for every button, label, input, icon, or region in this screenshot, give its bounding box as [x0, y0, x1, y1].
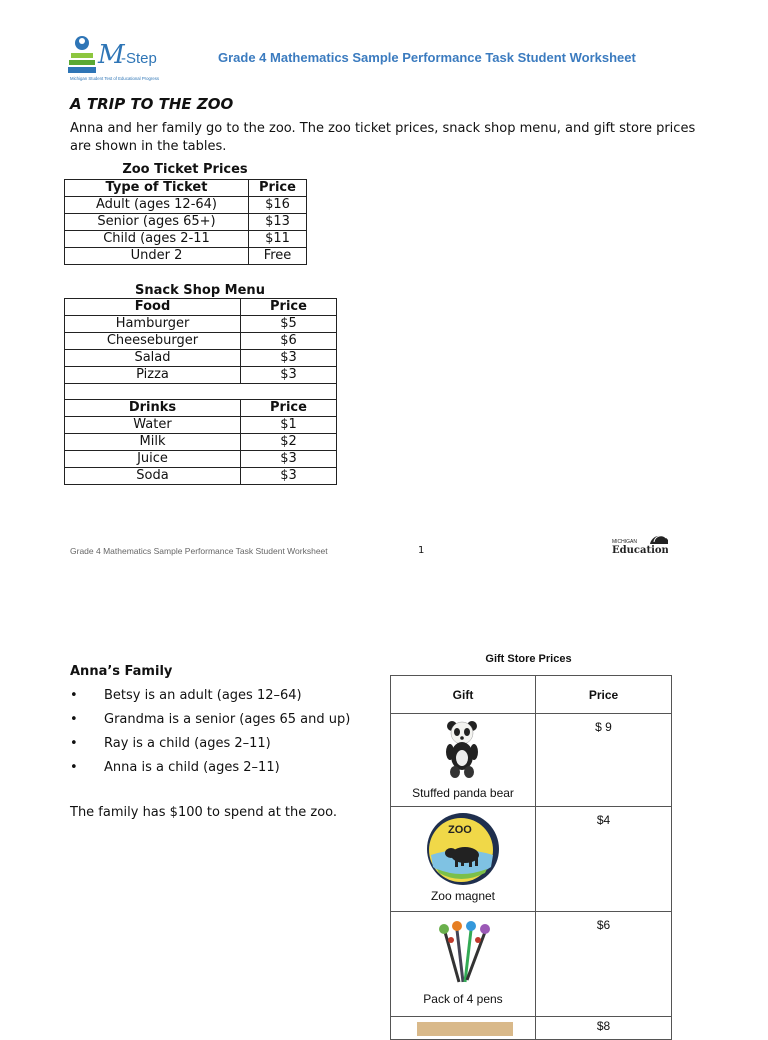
list-item: • Anna is a child (ages 2–11)	[70, 760, 280, 775]
family-member: Anna is a child (ages 2–11)	[104, 760, 280, 775]
ticket-table-caption: Zoo Ticket Prices	[122, 162, 248, 177]
drink-price: $2	[241, 434, 337, 451]
table-row	[391, 1017, 672, 1040]
gift-table-caption: Gift Store Prices	[485, 653, 572, 665]
spacer-row	[65, 384, 337, 400]
drink-price: $3	[241, 468, 337, 485]
drink-item: Juice	[65, 451, 241, 468]
food-price: $6	[241, 333, 337, 350]
budget-text: The family has $100 to spend at the zoo.	[70, 805, 338, 820]
michigan-education-logo	[612, 530, 668, 556]
page-heading: A TRIP TO THE ZOO	[70, 95, 234, 113]
table-row	[391, 912, 672, 1017]
column-header: Price	[241, 299, 337, 316]
gift-price: $8	[536, 1017, 672, 1040]
table-row	[65, 231, 307, 248]
family-heading: Anna’s Family	[70, 664, 173, 679]
footer-text: Grade 4 Mathematics Sample Performance Task Student Worksheet	[70, 546, 328, 556]
intro-paragraph: Anna and her family go to the zoo. The zoo ticket prices, snack shop menu, and gift store prices are shown in the tables.	[70, 121, 696, 154]
svg-text:-Step: -Step	[121, 50, 157, 67]
food-item: Cheeseburger	[65, 333, 241, 350]
gift-price: $4	[536, 807, 672, 912]
table-row	[65, 316, 337, 333]
family-member: Betsy is an adult (ages 12–64)	[104, 688, 302, 703]
ticket-price: $13	[249, 214, 307, 231]
food-item: Hamburger	[65, 316, 241, 333]
table-row	[65, 367, 337, 384]
drink-item: Water	[65, 417, 241, 434]
drink-price: $1	[241, 417, 337, 434]
svg-text:ZOO: ZOO	[448, 824, 472, 836]
zoo-magnet-icon	[425, 811, 501, 887]
pens-icon	[431, 918, 497, 986]
gift-item-icon	[417, 1022, 513, 1036]
table-header-row	[65, 299, 337, 316]
column-header: Price	[241, 400, 337, 417]
gift-price: $6	[536, 912, 672, 1017]
gift-name: Pack of 4 pens	[423, 992, 503, 1006]
column-header: Food	[65, 299, 241, 316]
drink-price: $3	[241, 451, 337, 468]
worksheet-title: Grade 4 Mathematics Sample Performance Task Student Worksheet	[218, 50, 636, 65]
table-header-row	[65, 180, 307, 197]
page-number: 1	[418, 545, 425, 556]
table-row	[65, 451, 337, 468]
food-price: $3	[241, 367, 337, 384]
mstep-logo	[68, 33, 178, 85]
column-header: Gift	[391, 676, 536, 714]
table-row	[391, 807, 672, 912]
table-row	[65, 197, 307, 214]
snack-menu-table	[64, 298, 337, 485]
table-row	[65, 248, 307, 265]
column-header: Type of Ticket	[65, 180, 249, 197]
table-row	[65, 468, 337, 485]
ticket-type: Senior (ages 65+)	[65, 214, 249, 231]
gift-cell	[391, 714, 536, 807]
family-list	[70, 684, 350, 780]
snack-table-caption: Snack Shop Menu	[135, 283, 265, 298]
table-row	[391, 714, 672, 807]
ticket-type: Child (ages 2-11	[65, 231, 249, 248]
column-header: Price	[536, 676, 672, 714]
table-row	[65, 214, 307, 231]
list-item: • Grandma is a senior (ages 65 and up)	[70, 712, 351, 727]
column-header: Price	[249, 180, 307, 197]
ticket-price: $16	[249, 197, 307, 214]
svg-text:MICHIGAN: MICHIGAN	[612, 539, 637, 545]
gift-cell	[391, 912, 536, 1017]
ticket-price: Free	[249, 248, 307, 265]
table-header-row	[65, 400, 337, 417]
svg-text:Michigan Student Test of Educa: Michigan Student Test of Educational Progress	[70, 76, 160, 81]
ticket-price: $11	[249, 231, 307, 248]
food-item: Salad	[65, 350, 241, 367]
ticket-type: Under 2	[65, 248, 249, 265]
list-item: • Ray is a child (ages 2–11)	[70, 736, 271, 751]
food-price: $3	[241, 350, 337, 367]
table-row	[65, 434, 337, 451]
drink-item: Soda	[65, 468, 241, 485]
svg-text:Education: Education	[612, 545, 668, 556]
food-price: $5	[241, 316, 337, 333]
list-item: • Betsy is an adult (ages 12–64)	[70, 688, 302, 703]
family-member: Grandma is a senior (ages 65 and up)	[104, 712, 351, 727]
gift-name: Stuffed panda bear	[412, 786, 514, 800]
gift-price-table	[390, 675, 672, 1040]
table-row	[65, 350, 337, 367]
column-header: Drinks	[65, 400, 241, 417]
ticket-type: Adult (ages 12-64)	[65, 197, 249, 214]
table-header-row	[391, 676, 672, 714]
spacer-cell	[65, 384, 337, 400]
gift-cell	[391, 1017, 536, 1040]
gift-price: $ 9	[536, 714, 672, 807]
food-item: Pizza	[65, 367, 241, 384]
table-row	[65, 333, 337, 350]
ticket-price-table	[64, 179, 307, 265]
table-row	[65, 417, 337, 434]
svg-text:M: M	[98, 40, 125, 70]
drink-item: Milk	[65, 434, 241, 451]
panda-icon	[439, 718, 485, 780]
gift-cell	[391, 807, 536, 912]
gift-name: Zoo magnet	[430, 889, 496, 903]
family-member: Ray is a child (ages 2–11)	[104, 736, 271, 751]
